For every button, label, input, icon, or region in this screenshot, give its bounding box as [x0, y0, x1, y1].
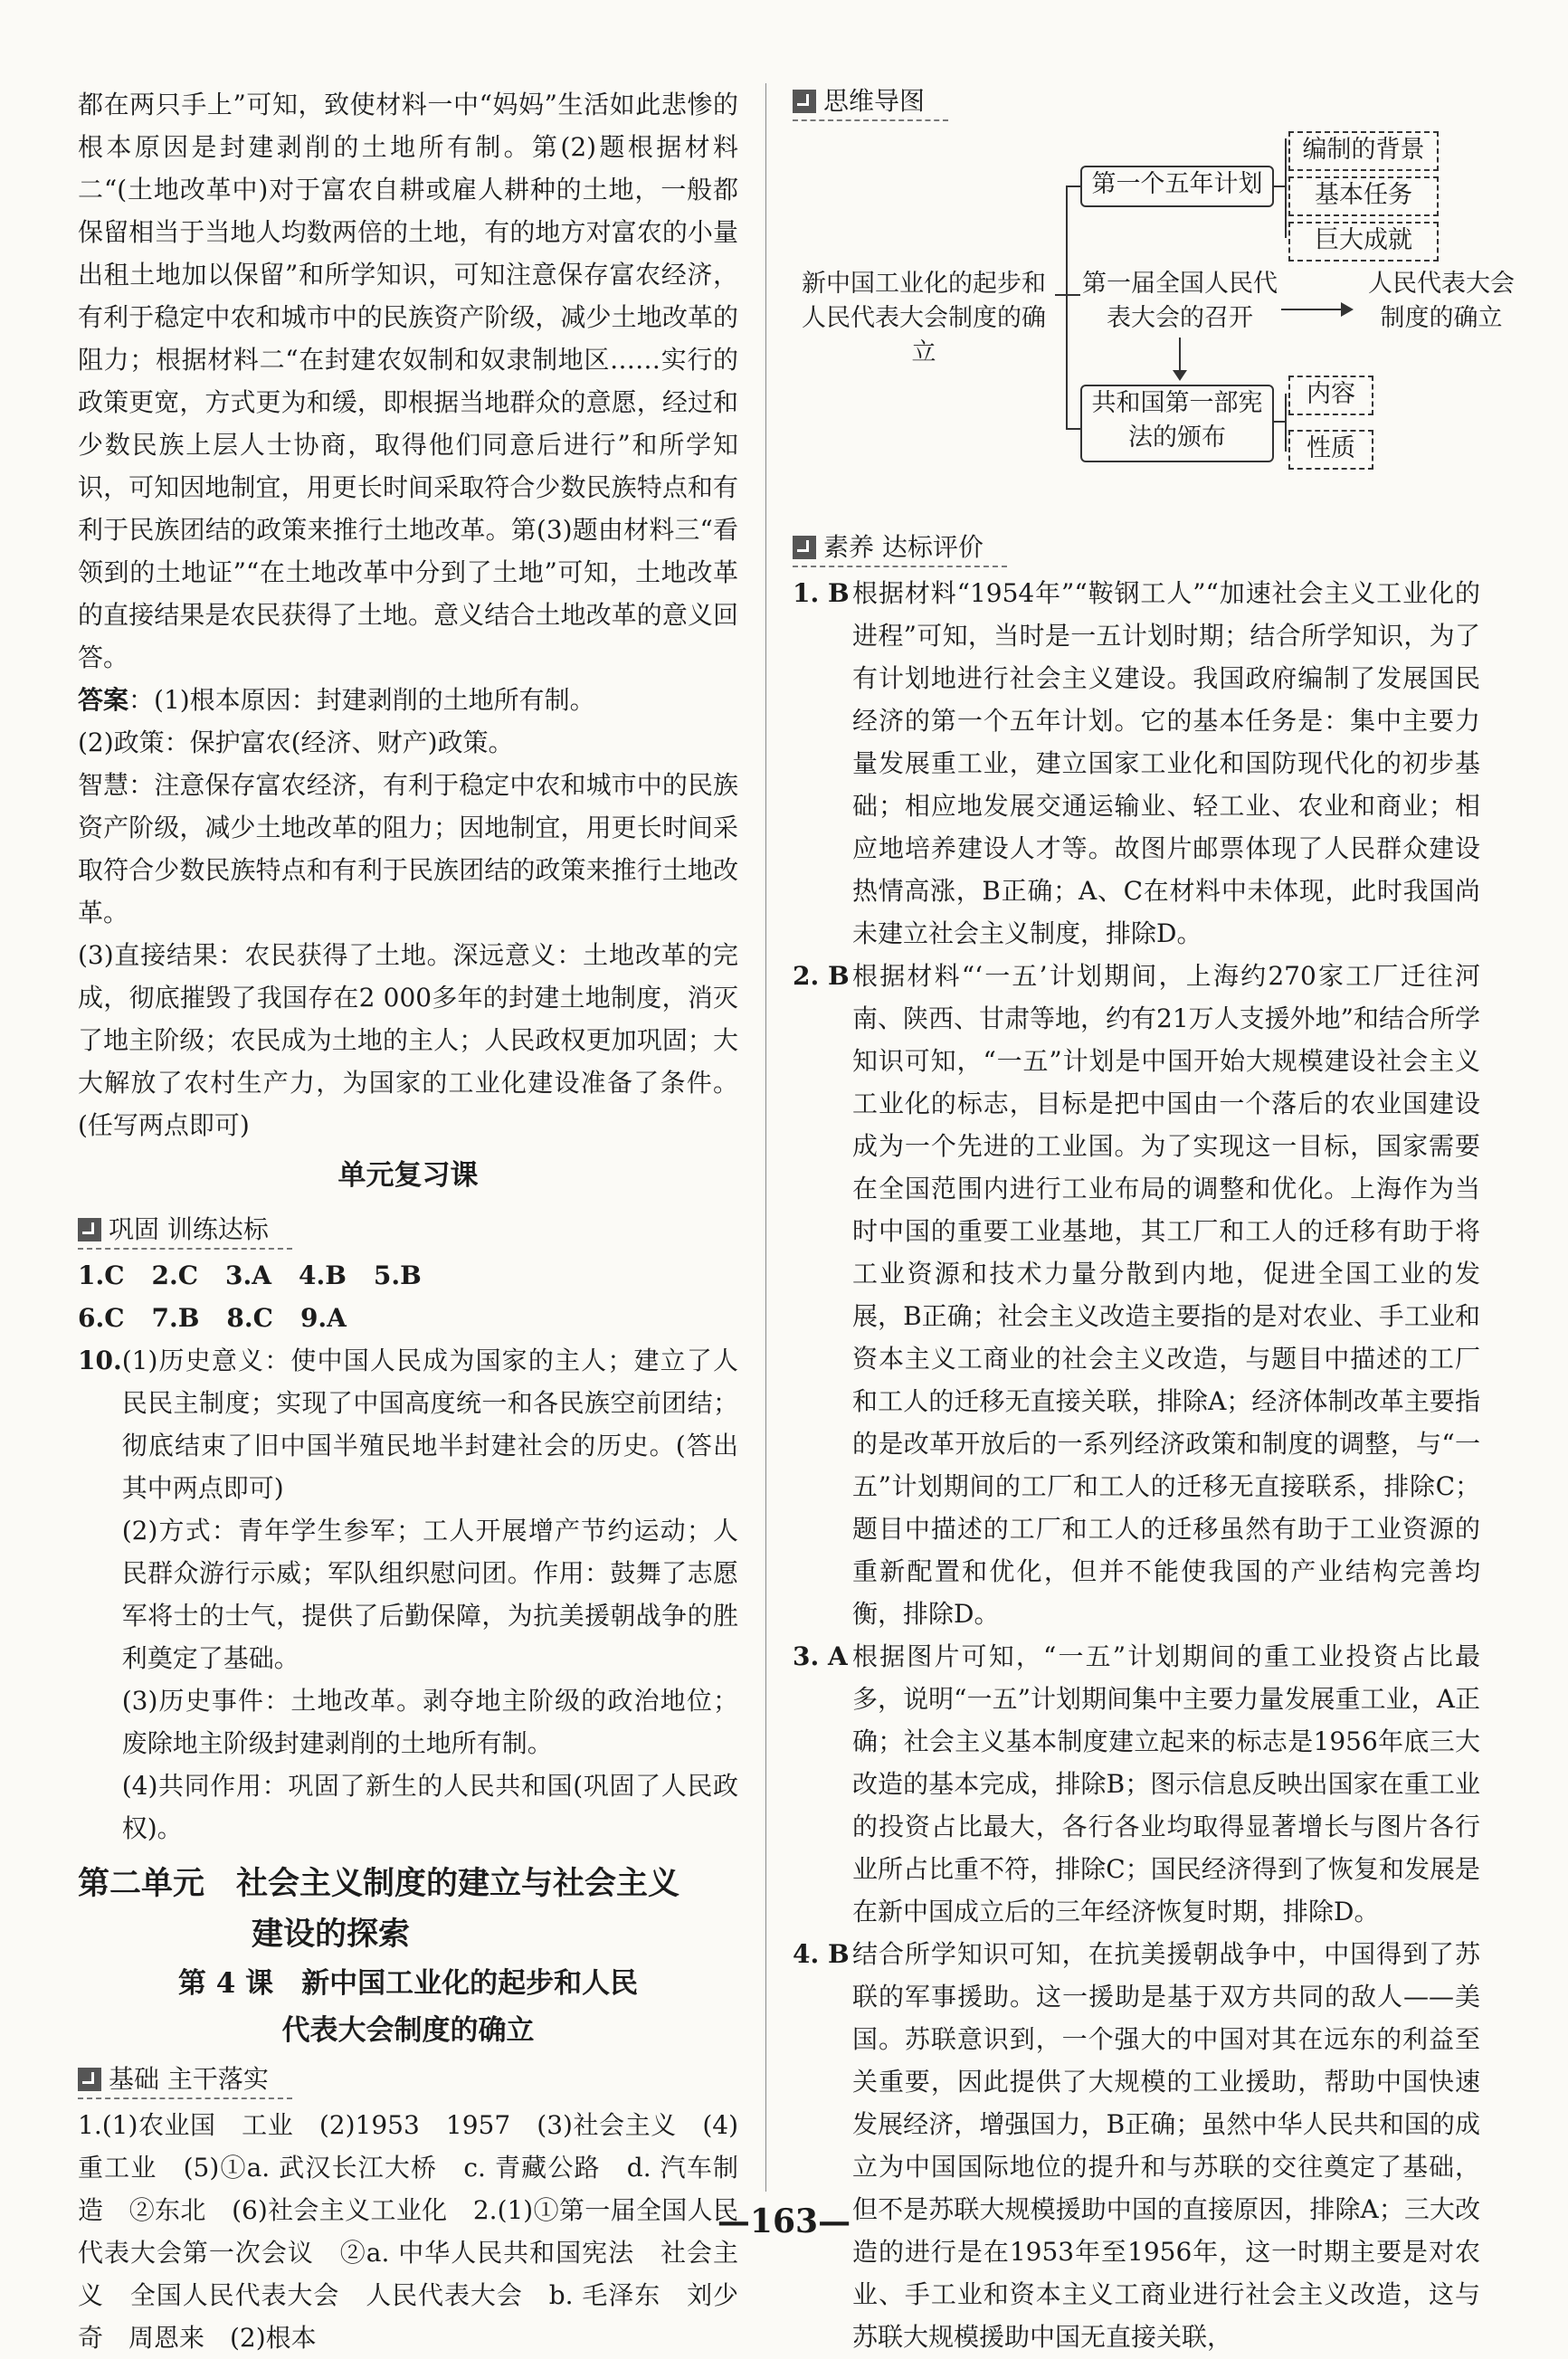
quick-answer: 2.C	[151, 1260, 199, 1290]
mind-map	[793, 131, 1515, 529]
section-quality-label: 素养 达标评价	[823, 532, 984, 562]
question-number: 2. B	[793, 961, 850, 991]
mindmap-branch-1-item: 巨大成就	[1288, 222, 1439, 262]
question-explanation: 根据图片可知，“一五”计划期间的重工业投资占比最多，说明“一五”计划期间集中主要力量发展重工业，A正确；社会主义基本制度建立起来的标志是1956年底三大改造的基本完成，排除B；图示信息反映出国家在重工业的投资占比最大，各行各业均取得显著增长与图片各行业所占比重不符，排除C；国民经济得到了恢复和发展是在新中国成立后的三年经济恢复时期，排除D。	[852, 1641, 1480, 1926]
quick-answers-row-2	[78, 1297, 738, 1339]
unit-title	[78, 1859, 738, 1960]
mindmap-branch-2-result: 人民代表大会制度的确立	[1368, 270, 1515, 332]
mindmap-arrow	[1281, 309, 1345, 310]
mindmap-branch-2: 第一届全国人民代表大会的召开	[1082, 270, 1278, 332]
quick-answer: 8.C	[226, 1303, 273, 1333]
question-number: 10.	[78, 1346, 122, 1375]
lesson-title	[78, 1960, 738, 2054]
mindmap-connector	[1055, 294, 1066, 296]
unit-title-line-1: 第二单元 社会主义制度的建立与社会主义	[78, 1865, 680, 1902]
question-number: 4. B	[793, 1939, 850, 1969]
section-basic-label: 基础 主干落实	[109, 2064, 269, 2094]
mindmap-connector	[1272, 185, 1285, 187]
review-title: 单元复习课	[337, 1159, 479, 1192]
mindmap-root: 新中国工业化的起步和人民代表大会制度的确立	[802, 270, 1046, 366]
question-item	[793, 955, 1480, 1635]
mindmap-connector	[1179, 338, 1181, 374]
answer-line-2: (2)政策：保护富农(经济、财产)政策。	[78, 728, 514, 757]
answer-label: 答案	[78, 685, 129, 715]
mindmap-connector	[1285, 138, 1287, 238]
quick-answer: 4.B	[299, 1260, 347, 1290]
right-column	[793, 83, 1515, 2358]
q10-part-4: (4)共同作用：巩固了新生的人民共和国(巩固了人民政权)。	[121, 1771, 738, 1843]
quick-answer: 9.A	[299, 1303, 347, 1333]
quick-answer: 5.B	[373, 1260, 422, 1290]
page-number: —163—	[717, 2202, 851, 2240]
q10-part-3: (3)历史事件：土地改革。剥夺地主阶级的政治地位；废除地主阶级封建剥削的土地所有制。	[121, 1686, 738, 1758]
question-item	[793, 1933, 1480, 2358]
section-arrow-icon	[78, 2068, 101, 2091]
mindmap-branch-1-item: 基本任务	[1288, 176, 1439, 216]
quick-answer: 7.B	[151, 1303, 200, 1333]
mindmap-branch-1: 第一个五年计划	[1080, 166, 1274, 207]
mindmap-branch-3: 共和国第一部宪法的颁布	[1080, 385, 1274, 462]
answer-line-1	[78, 679, 738, 721]
quick-answer: 1.C	[78, 1260, 125, 1290]
section-mindmap	[793, 83, 948, 121]
column-divider	[765, 83, 766, 2192]
quick-answers-row-1	[78, 1254, 738, 1297]
answer-line-4: (3)直接结果：农民获得了土地。深远意义：土地改革的完成，彻底摧毁了我国存在2 000多年的封建土地制度，消灭了地主阶级；农民成为土地的主人；人民政权更加巩固；大大解放了农村生产力，为国家的工业化建设准备了条件。(任写两点即可)	[78, 940, 738, 1140]
lesson-title-line-2: 代表大会制度的确立	[281, 2014, 535, 2047]
mindmap-arrow-head	[1341, 302, 1354, 317]
section-quality	[793, 529, 1007, 567]
section-mindmap-label: 思维导图	[823, 86, 926, 116]
mindmap-arrow-head	[1173, 370, 1187, 381]
question-explanation: 结合所学知识可知，在抗美援朝战争中，中国得到了苏联的军事援助。这一援助是基于双方共同的敌人——美国。苏联意识到，一个强大的中国对其在远东的利益至关重要，因此提供了大规模的工业援助，帮助中国快速发展经济，增强国力，B正确；虽然中华人民共和国的成立为中国国际地位的提升和与苏联的交往奠定了基础，但不是苏联大规模援助中国的直接原因，排除A；三大改造的进行是在1953年至1956年，这一时期主要是对农业、手工业和资本主义工商业进行社会主义改造，这与苏联大规模援助中国无直接关联，	[852, 1939, 1480, 2352]
mindmap-branch-1-item: 编制的背景	[1288, 131, 1439, 171]
lesson-title-line-1: 第 4 课 新中国工业化的起步和人民	[177, 1967, 639, 2000]
mindmap-branch-3-item: 性质	[1288, 430, 1373, 470]
question-number: 1. B	[793, 578, 850, 608]
answer-text-1: ：(1)根本原因：封建剥削的土地所有制。	[128, 685, 595, 715]
left-column	[78, 83, 738, 2359]
mindmap-branch-3-item: 内容	[1288, 376, 1373, 415]
question-item	[793, 572, 1480, 955]
explanation-paragraph: 都在两只手上”可知，致使材料一中“妈妈”生活如此悲惨的根本原因是封建剥削的土地所有制。第(2)题根据材料二“(土地改革中)对于富农自耕或雇人耕种的土地，一般都保留相当于当地人均数两倍的土地，有的地方对富农的小量出租土地加以保留”和所学知识，可知注意保存富农经济，有利于稳定中农和城市中的民族资产阶级，减少土地改革的阻力；根据材料二“在封建农奴制和奴隶制地区……实行的政策更宽，方式更为和缓，即根据当地群众的意愿，经过和少数民族上层人士协商，取得他们同意后进行”和所学知识，可知因地制宜，用更长时间采取符合少数民族特点和有利于民族团结的政策来推行土地改革。第(3)题由材料三“看领到的土地证”“在土地改革中分到了土地”可知，土地改革的直接结果是农民获得了土地。意义结合土地改革的意义回答。	[78, 90, 738, 672]
mindmap-connector	[1066, 185, 1080, 187]
basic-answers: 1.(1)农业国 工业 (2)1953 1957 (3)社会主义 (4)重工业 (5)①a. 武汉长江大桥 c. 青藏公路 d. 汽车制造 ②东北 (6)社会主义工业化 2.(1)①第一届全国人民代表大会第一次会议 ②a. 中华人民共和国宪法 社会主义 全国人民代表大会 人民代表大会 b. 毛泽东 刘少奇 周恩来 (2)根本	[78, 2110, 738, 2353]
answer-line-3: 智慧：注意保存富农经济，有利于稳定中农和城市中的民族资产阶级，减少土地改革的阻力；因地制宜，用更长时间采取符合少数民族特点和有利于民族团结的政策来推行土地改革。	[78, 770, 738, 927]
question-item	[793, 1635, 1480, 1933]
question-explanation: 根据材料“‘一五’计划期间，上海约270家工厂迁往河南、陕西、甘肃等地，约有21万人支援外地”和结合所学知识可知，“一五”计划是中国开始大规模建设社会主义工业化的标志，目标是把中国由一个落后的农业国建设成为一个先进的工业国。为了实现这一目标，国家需要在全国范围内进行工业布局的调整和优化。上海作为当时中国的重要工业基地，其工厂和工人的迁移有助于将工业资源和技术力量分散到内地，促进全国工业的发展，B正确；社会主义改造主要指的是对农业、手工业和资本主义工商业的社会主义改造，与题目中描述的工厂和工人的迁移无直接关联，排除A；经济体制改革主要指的是改革开放后的一系列经济政策和制度的调整，与“一五”计划期间的工厂和工人的迁移无直接联系，排除C；题目中描述的工厂和工人的迁移虽然有助于工业资源的重新配置和优化，但并不能使我国的产业结构完善均衡，排除D。	[852, 961, 1480, 1629]
q10-part-2: (2)方式：青年学生参军；工人开展增产节约运动；人民群众游行示威；军队组织慰问团。作用：鼓舞了志愿军将士的士气，提供了后勤保障，为抗美援朝战争的胜利奠定了基础。	[121, 1516, 738, 1673]
question-explanation: 根据材料“1954年”“鞍钢工人”“加速社会主义工业化的进程”可知，当时是一五计划时期；结合所学知识，为了有计划地进行社会主义建设。我国政府编制了发展国民经济的第一个五年计划。它的基本任务是：集中主要力量发展重工业，建立国家工业化和国防现代化的初步基础；相应地发展交通运输业、轻工业、农业和商业；相应地培养建设人才等。故图片邮票体现了人民群众建设热情高涨，B正确；A、C在材料中未体现，此时我国尚未建立社会主义制度，排除D。	[852, 578, 1480, 948]
mindmap-connector	[1066, 185, 1068, 430]
section-arrow-icon	[793, 90, 816, 113]
mindmap-connector	[1285, 394, 1287, 452]
section-basic	[78, 2061, 292, 2099]
mindmap-connector	[1066, 428, 1080, 430]
section-arrow-icon	[793, 536, 816, 559]
question-10	[78, 1339, 738, 1850]
mindmap-connector	[1272, 421, 1285, 423]
mindmap-connector	[1066, 294, 1080, 296]
quick-answer: 6.C	[78, 1303, 125, 1333]
question-number: 3. A	[793, 1641, 848, 1671]
section-consolidate	[78, 1212, 292, 1250]
unit-title-line-2: 建设的探索	[252, 1916, 411, 1953]
quick-answer: 3.A	[225, 1260, 271, 1290]
section-consolidate-label: 巩固 训练达标	[109, 1214, 269, 1244]
section-arrow-icon	[78, 1218, 101, 1241]
q10-part-1: (1)历史意义：使中国人民成为国家的主人；建立了人民民主制度；实现了中国高度统一和各民族空前团结；彻底结束了旧中国半殖民地半封建社会的历史。(答出其中两点即可)	[121, 1346, 738, 1503]
